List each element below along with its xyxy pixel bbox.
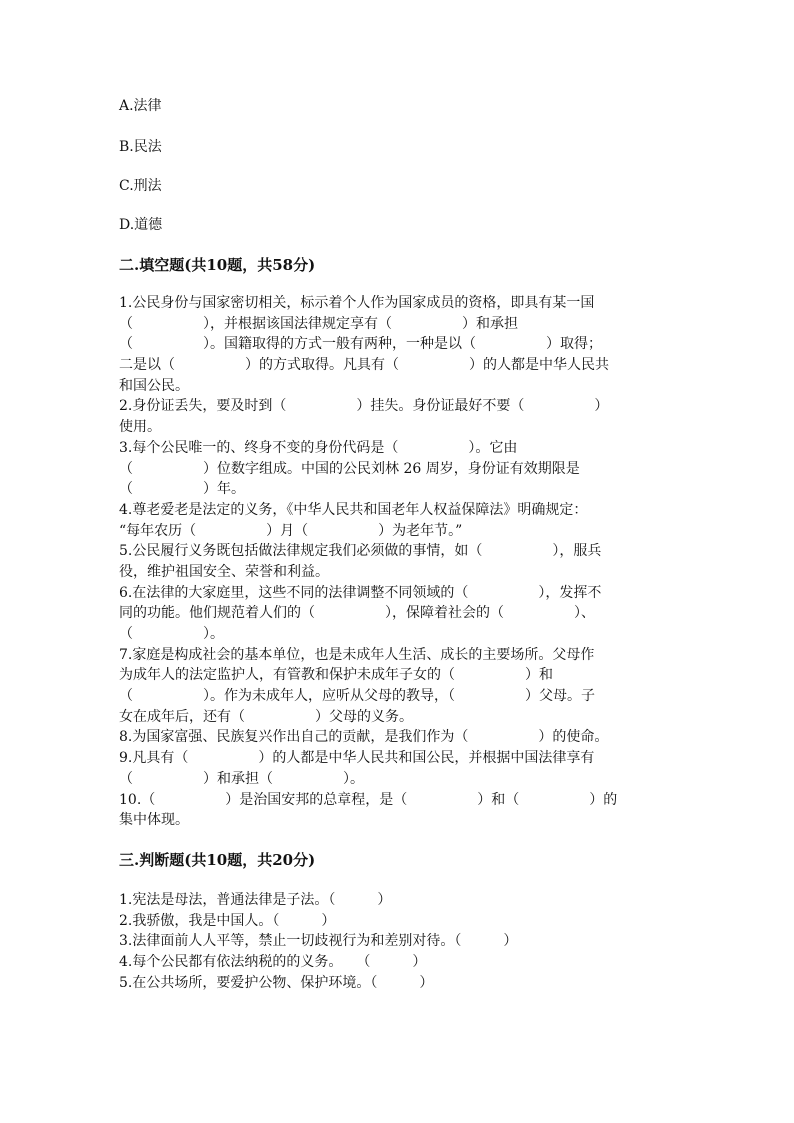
fill-blank-questions	[119, 293, 679, 831]
question-line: （ ）。国籍取得的方式一般有两种，一种是以（ ）取得；	[119, 336, 602, 353]
question-line: 使用。	[119, 419, 161, 436]
option-c: C.刑法	[119, 178, 162, 194]
section-fill-blank-title: 二.填空题(共10题，共58分)	[119, 256, 316, 274]
question-line: “每年农历（ ）月（ ）为老年节。”	[119, 522, 463, 539]
question-line: 7.家庭是构成社会的基本单位，也是未成年人生活、成长的主要场所。父母作	[119, 646, 595, 663]
question-line: 3.法律面前人人平等，禁止一切歧视行为和差别对待。（ ）	[119, 933, 518, 950]
option-b: B.民法	[119, 139, 162, 155]
question-line: 5.在公共场所，要爱护公物、保护环境。（ ）	[119, 974, 434, 991]
true-false-questions	[119, 890, 679, 993]
question-line: 役，维护祖国安全、荣誉和利益。	[119, 563, 329, 580]
question-line: 5.公民履行义务既包括做法律规定我们必须做的事情，如（ ），服兵	[119, 543, 602, 560]
question-line: 二是以（ ）的方式取得。凡具有（ ）的人都是中华人民共	[119, 357, 609, 374]
question-line: 3.每个公民唯一的、终身不变的身份代码是（ ）。它由	[119, 439, 518, 456]
section-true-false-title: 三.判断题(共10题，共20分)	[119, 851, 316, 869]
question-line: 为成年人的法定监护人，有管教和保护未成年子女的（ ）和	[119, 667, 553, 684]
question-line: 1.公民身份与国家密切相关，标示着个人作为国家成员的资格，即具有某一国	[119, 295, 595, 311]
question-line: （ ）和承担（ ）。	[119, 770, 364, 787]
question-line: 集中体现。	[119, 812, 189, 829]
option-d: D.道德	[119, 217, 163, 233]
question-line: 同的功能。他们规范着人们的（ ），保障着社会的（ ）、	[119, 605, 595, 622]
question-line: （ ）位数字组成。中国的公民刘林 26 周岁，身份证有效期限是	[119, 460, 580, 477]
question-line: 9.凡具有（ ）的人都是中华人民共和国公民，并根据中国法律享有	[119, 750, 595, 767]
option-a: A.法律	[119, 98, 162, 114]
question-line: （ ）。	[119, 626, 224, 642]
question-line: 和国公民。	[119, 377, 189, 394]
question-line: 2.我骄傲，我是中国人。（ ）	[119, 912, 336, 929]
question-line: （ ），并根据该国法律规定享有（ ）和承担	[119, 315, 518, 332]
question-line: 10.（ ）是治国安邦的总章程，是（ ）和（ ）的	[119, 791, 618, 808]
question-line: 2.身份证丢失，要及时到（ ）挂失。身份证最好不要（ ）	[119, 398, 609, 415]
question-line: 女在成年后，还有（ ）父母的义务。	[119, 708, 413, 725]
question-line: （ ）。作为未成年人，应听从父母的教导，（ ）父母。子	[119, 688, 595, 705]
question-line: 4.尊老爱老是法定的义务，《中华人民共和国老年人权益保障法》明确规定：	[119, 501, 588, 518]
question-line: 4.每个公民都有依法纳税的的义务。 （ ）	[119, 954, 427, 971]
question-line: 6.在法律的大家庭里，这些不同的法律调整不同领域的（ ），发挥不	[119, 584, 602, 601]
question-line: 1.宪法是母法，普通法律是子法。（ ）	[119, 892, 392, 908]
question-line: 8.为国家富强、民族复兴作出自己的贡献，是我们作为（ ）的使命。	[119, 729, 609, 746]
question-line: （ ）年。	[119, 481, 245, 498]
